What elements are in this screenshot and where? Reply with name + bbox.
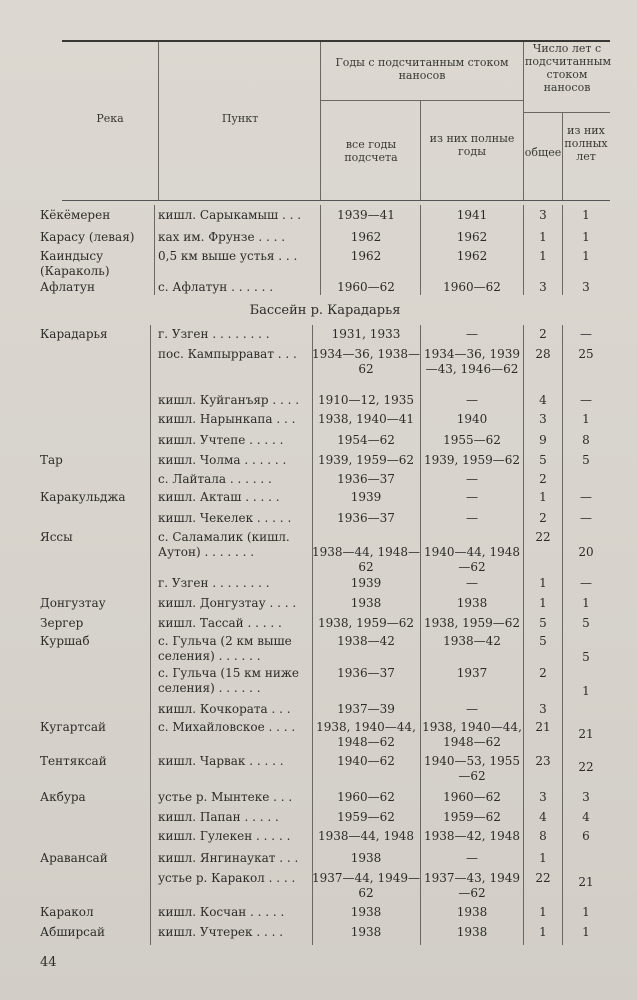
river-cell: Яссы (40, 530, 73, 544)
count-total-cell: 22 (535, 871, 551, 885)
years-all-cell: 1940—62 (337, 754, 395, 768)
count-full-cell: 5 (582, 453, 590, 467)
years-full-cell: 1939, 1959—62 (424, 453, 520, 467)
header-bottom-rule (62, 200, 610, 201)
point-cell: кишл. Сарыкамыш . . . (158, 208, 302, 222)
years-full-cell: 1940—53, 1955—62 (424, 754, 520, 783)
years-full-cell: 1938—42, 1948 (424, 829, 520, 843)
header-divider (523, 42, 524, 200)
point-cell: с. Афлатун . . . . . . (158, 280, 274, 294)
years-all-cell: 1939 (350, 490, 382, 504)
years-all-cell: 1939, 1959—62 (318, 453, 414, 467)
point-cell: кишл. Янгинаукат . . . (158, 851, 299, 865)
years-all-cell: 1938—44, 1948—62 (312, 545, 420, 574)
river-cell: Донгузтау (40, 596, 106, 610)
years-all-cell: 1937—39 (337, 702, 395, 716)
count-full-cell: — (580, 576, 592, 590)
years-full-cell: 1960—62 (443, 790, 501, 804)
count-total-cell: 9 (539, 433, 547, 447)
river-cell: Тар (40, 453, 63, 467)
years-all-cell: 1910—12, 1935 (318, 393, 414, 407)
count-total-cell: 3 (539, 280, 547, 294)
point-cell: кишл. Донгузтау . . . . (158, 596, 297, 610)
point-cell: кишл. Папан . . . . . (158, 810, 279, 824)
count-total-cell: 1 (539, 925, 547, 939)
header-years-all: все годы подсчета (344, 138, 398, 164)
point-cell: г. Узген . . . . . . . . (158, 327, 270, 341)
count-total-cell: 2 (539, 666, 547, 680)
river-cell: Тентяксай (40, 754, 107, 768)
count-full-cell: — (580, 490, 592, 504)
header-point: Пункт (221, 112, 259, 125)
years-all-cell: 1938, 1959—62 (318, 616, 414, 630)
basin-heading: Бассейн р. Карадарья (249, 303, 401, 318)
river-cell: Карадарья (40, 327, 108, 341)
years-full-cell: 1938—42 (443, 634, 501, 648)
count-total-cell: 2 (539, 327, 547, 341)
count-full-cell: 1 (582, 230, 590, 244)
point-cell: кишл. Нарынкапа . . . (158, 412, 296, 426)
years-all-cell: 1938—42 (337, 634, 395, 648)
years-all-cell: 1960—62 (337, 280, 395, 294)
header-count-group: Число лет с подсчитанным стоком наносов (525, 42, 612, 94)
years-all-cell: 1954—62 (337, 433, 395, 447)
years-full-cell: 1937—43, 1949—62 (424, 871, 520, 900)
years-full-cell: — (466, 472, 478, 486)
years-full-cell: 1962 (456, 230, 488, 244)
point-cell: 0,5 км выше устья . . . (158, 249, 298, 263)
river-cell: Кугартсай (40, 720, 106, 734)
point-cell: кишл. Учтерек . . . . (158, 925, 284, 939)
point-cell: кишл. Акташ . . . . . (158, 490, 280, 504)
count-full-cell: 21 (578, 875, 594, 889)
count-total-cell: 22 (535, 530, 551, 544)
years-full-cell: 1938 (456, 925, 488, 939)
count-full-cell: 4 (582, 810, 590, 824)
years-full-cell: 1959—62 (443, 810, 501, 824)
river-cell: Абширсай (40, 925, 106, 939)
years-all-cell: 1931, 1933 (331, 327, 401, 341)
years-full-cell: 1960—62 (443, 280, 501, 294)
count-full-cell: 1 (582, 596, 590, 610)
point-cell: устье р. Мынтеке . . . (158, 790, 293, 804)
years-all-cell: 1959—62 (337, 810, 395, 824)
years-all-cell: 1936—37 (337, 666, 395, 680)
river-cell: Каракульджа (40, 490, 126, 504)
point-cell: кишл. Чекелек . . . . . (158, 511, 292, 525)
count-total-cell: 1 (539, 490, 547, 504)
river-cell: Афлатун (40, 280, 95, 294)
count-total-cell: 3 (539, 412, 547, 426)
count-total-cell: 2 (539, 472, 547, 486)
point-cell: с. Гульча (15 км ниже селения) . . . . . . (158, 666, 299, 695)
count-total-cell: 3 (539, 702, 547, 716)
years-all-cell: 1938 (350, 596, 382, 610)
point-cell: с. Лайтала . . . . . . (158, 472, 272, 486)
river-cell: Карасу (левая) (40, 230, 135, 244)
years-full-cell: 1940—44, 1948—62 (424, 545, 520, 574)
header-divider (320, 100, 523, 101)
years-full-cell: — (466, 511, 478, 525)
years-all-cell: 1938, 1940—41 (318, 412, 414, 426)
header-divider (523, 112, 610, 113)
count-full-cell: 3 (582, 280, 590, 294)
count-full-cell: 21 (578, 727, 594, 741)
river-cell: Кёкёмерен (40, 208, 111, 222)
years-full-cell: — (466, 327, 478, 341)
count-full-cell: — (580, 511, 592, 525)
count-total-cell: 5 (539, 634, 547, 648)
header-years-group: Годы с подсчитанным стоком наносов (335, 56, 509, 82)
header-count-full: из них полных лет (564, 124, 608, 163)
years-full-cell: 1955—62 (443, 433, 501, 447)
years-all-cell: 1962 (350, 230, 382, 244)
years-full-cell: — (466, 490, 478, 504)
count-full-cell: 1 (582, 925, 590, 939)
years-full-cell: — (466, 576, 478, 590)
count-total-cell: 3 (539, 790, 547, 804)
count-total-cell: 1 (539, 249, 547, 263)
years-full-cell: 1938 (456, 596, 488, 610)
point-cell: г. Узген . . . . . . . . (158, 576, 270, 590)
years-all-cell: 1939—41 (337, 208, 395, 222)
river-cell: Зергер (40, 616, 84, 630)
point-cell: кишл. Чолма . . . . . . (158, 453, 287, 467)
count-full-cell: 3 (582, 790, 590, 804)
count-full-cell: 1 (582, 208, 590, 222)
count-total-cell: 1 (539, 905, 547, 919)
years-full-cell: 1938, 1959—62 (424, 616, 520, 630)
count-full-cell: 1 (582, 905, 590, 919)
years-all-cell: 1938, 1940—44, 1948—62 (316, 720, 416, 749)
count-total-cell: 8 (539, 829, 547, 843)
count-full-cell: 5 (582, 616, 590, 630)
count-total-cell: 1 (539, 596, 547, 610)
years-all-cell: 1936—37 (337, 472, 395, 486)
count-full-cell: 5 (582, 650, 590, 664)
count-full-cell: — (580, 327, 592, 341)
count-full-cell: 25 (578, 347, 594, 361)
count-full-cell: 1 (582, 684, 590, 698)
years-all-cell: 1938 (350, 925, 382, 939)
point-cell: кишл. Учтепе . . . . . (158, 433, 284, 447)
point-cell: с. Саламалик (кишл. Аутон) . . . . . . . (158, 530, 290, 559)
years-full-cell: — (466, 393, 478, 407)
point-cell: кишл. Куйганъяр . . . . (158, 393, 300, 407)
river-cell: Аравансай (40, 851, 108, 865)
years-full-cell: 1940 (456, 412, 488, 426)
years-all-cell: 1962 (350, 249, 382, 263)
header-years-full: из них полные годы (429, 132, 515, 158)
count-full-cell: 8 (582, 433, 590, 447)
point-cell: кишл. Гулекен . . . . . (158, 829, 291, 843)
years-all-cell: 1960—62 (337, 790, 395, 804)
count-total-cell: 1 (539, 576, 547, 590)
years-all-cell: 1938 (350, 905, 382, 919)
page-number: 44 (40, 955, 57, 970)
years-full-cell: — (466, 702, 478, 716)
years-all-cell: 1934—36, 1938—62 (312, 347, 420, 376)
point-cell: кишл. Кочкората . . . (158, 702, 291, 716)
count-full-cell: — (580, 393, 592, 407)
point-cell: с. Михайловское . . . . (158, 720, 296, 734)
count-total-cell: 4 (539, 393, 547, 407)
years-all-cell: 1938—44, 1948 (318, 829, 414, 843)
count-total-cell: 23 (535, 754, 551, 768)
header-divider (420, 100, 421, 200)
count-total-cell: 1 (539, 851, 547, 865)
count-total-cell: 21 (535, 720, 551, 734)
point-cell: пос. Кампырравaт . . . (158, 347, 297, 361)
count-total-cell: 2 (539, 511, 547, 525)
count-full-cell: 22 (578, 760, 594, 774)
point-cell: кишл. Косчан . . . . . (158, 905, 285, 919)
years-full-cell: — (466, 851, 478, 865)
years-full-cell: 1938, 1940—44, 1948—62 (422, 720, 522, 749)
point-cell: кaх им. Фрунзе . . . . (158, 230, 286, 244)
count-total-cell: 5 (539, 453, 547, 467)
point-cell: кишл. Чарвак . . . . . (158, 754, 284, 768)
years-full-cell: 1938 (456, 905, 488, 919)
river-cell: Куршаб (40, 634, 90, 648)
river-cell: Каиндысу (Караколь) (40, 249, 110, 278)
point-cell: кишл. Тассай . . . . . (158, 616, 282, 630)
count-full-cell: 20 (578, 545, 594, 559)
count-total-cell: 5 (539, 616, 547, 630)
point-cell: с. Гульча (2 км выше селения) . . . . . . (158, 634, 292, 663)
years-full-cell: 1941 (456, 208, 488, 222)
count-full-cell: 1 (582, 412, 590, 426)
point-cell: устье р. Каракол . . . . (158, 871, 296, 885)
years-all-cell: 1939 (350, 576, 382, 590)
count-full-cell: 1 (582, 249, 590, 263)
header-divider (158, 42, 159, 200)
years-full-cell: 1937 (456, 666, 488, 680)
header-river: Река (96, 112, 124, 125)
years-all-cell: 1936—37 (337, 511, 395, 525)
river-cell: Акбура (40, 790, 86, 804)
header-count-total: общее (524, 146, 562, 159)
count-total-cell: 4 (539, 810, 547, 824)
count-total-cell: 3 (539, 208, 547, 222)
years-full-cell: 1962 (456, 249, 488, 263)
count-total-cell: 28 (535, 347, 551, 361)
header-divider (320, 42, 321, 200)
years-all-cell: 1938 (350, 851, 382, 865)
years-full-cell: 1934—36, 1939—43, 1946—62 (424, 347, 520, 376)
years-all-cell: 1937—44, 1949—62 (312, 871, 420, 900)
count-total-cell: 1 (539, 230, 547, 244)
count-full-cell: 6 (582, 829, 590, 843)
river-cell: Каракол (40, 905, 94, 919)
